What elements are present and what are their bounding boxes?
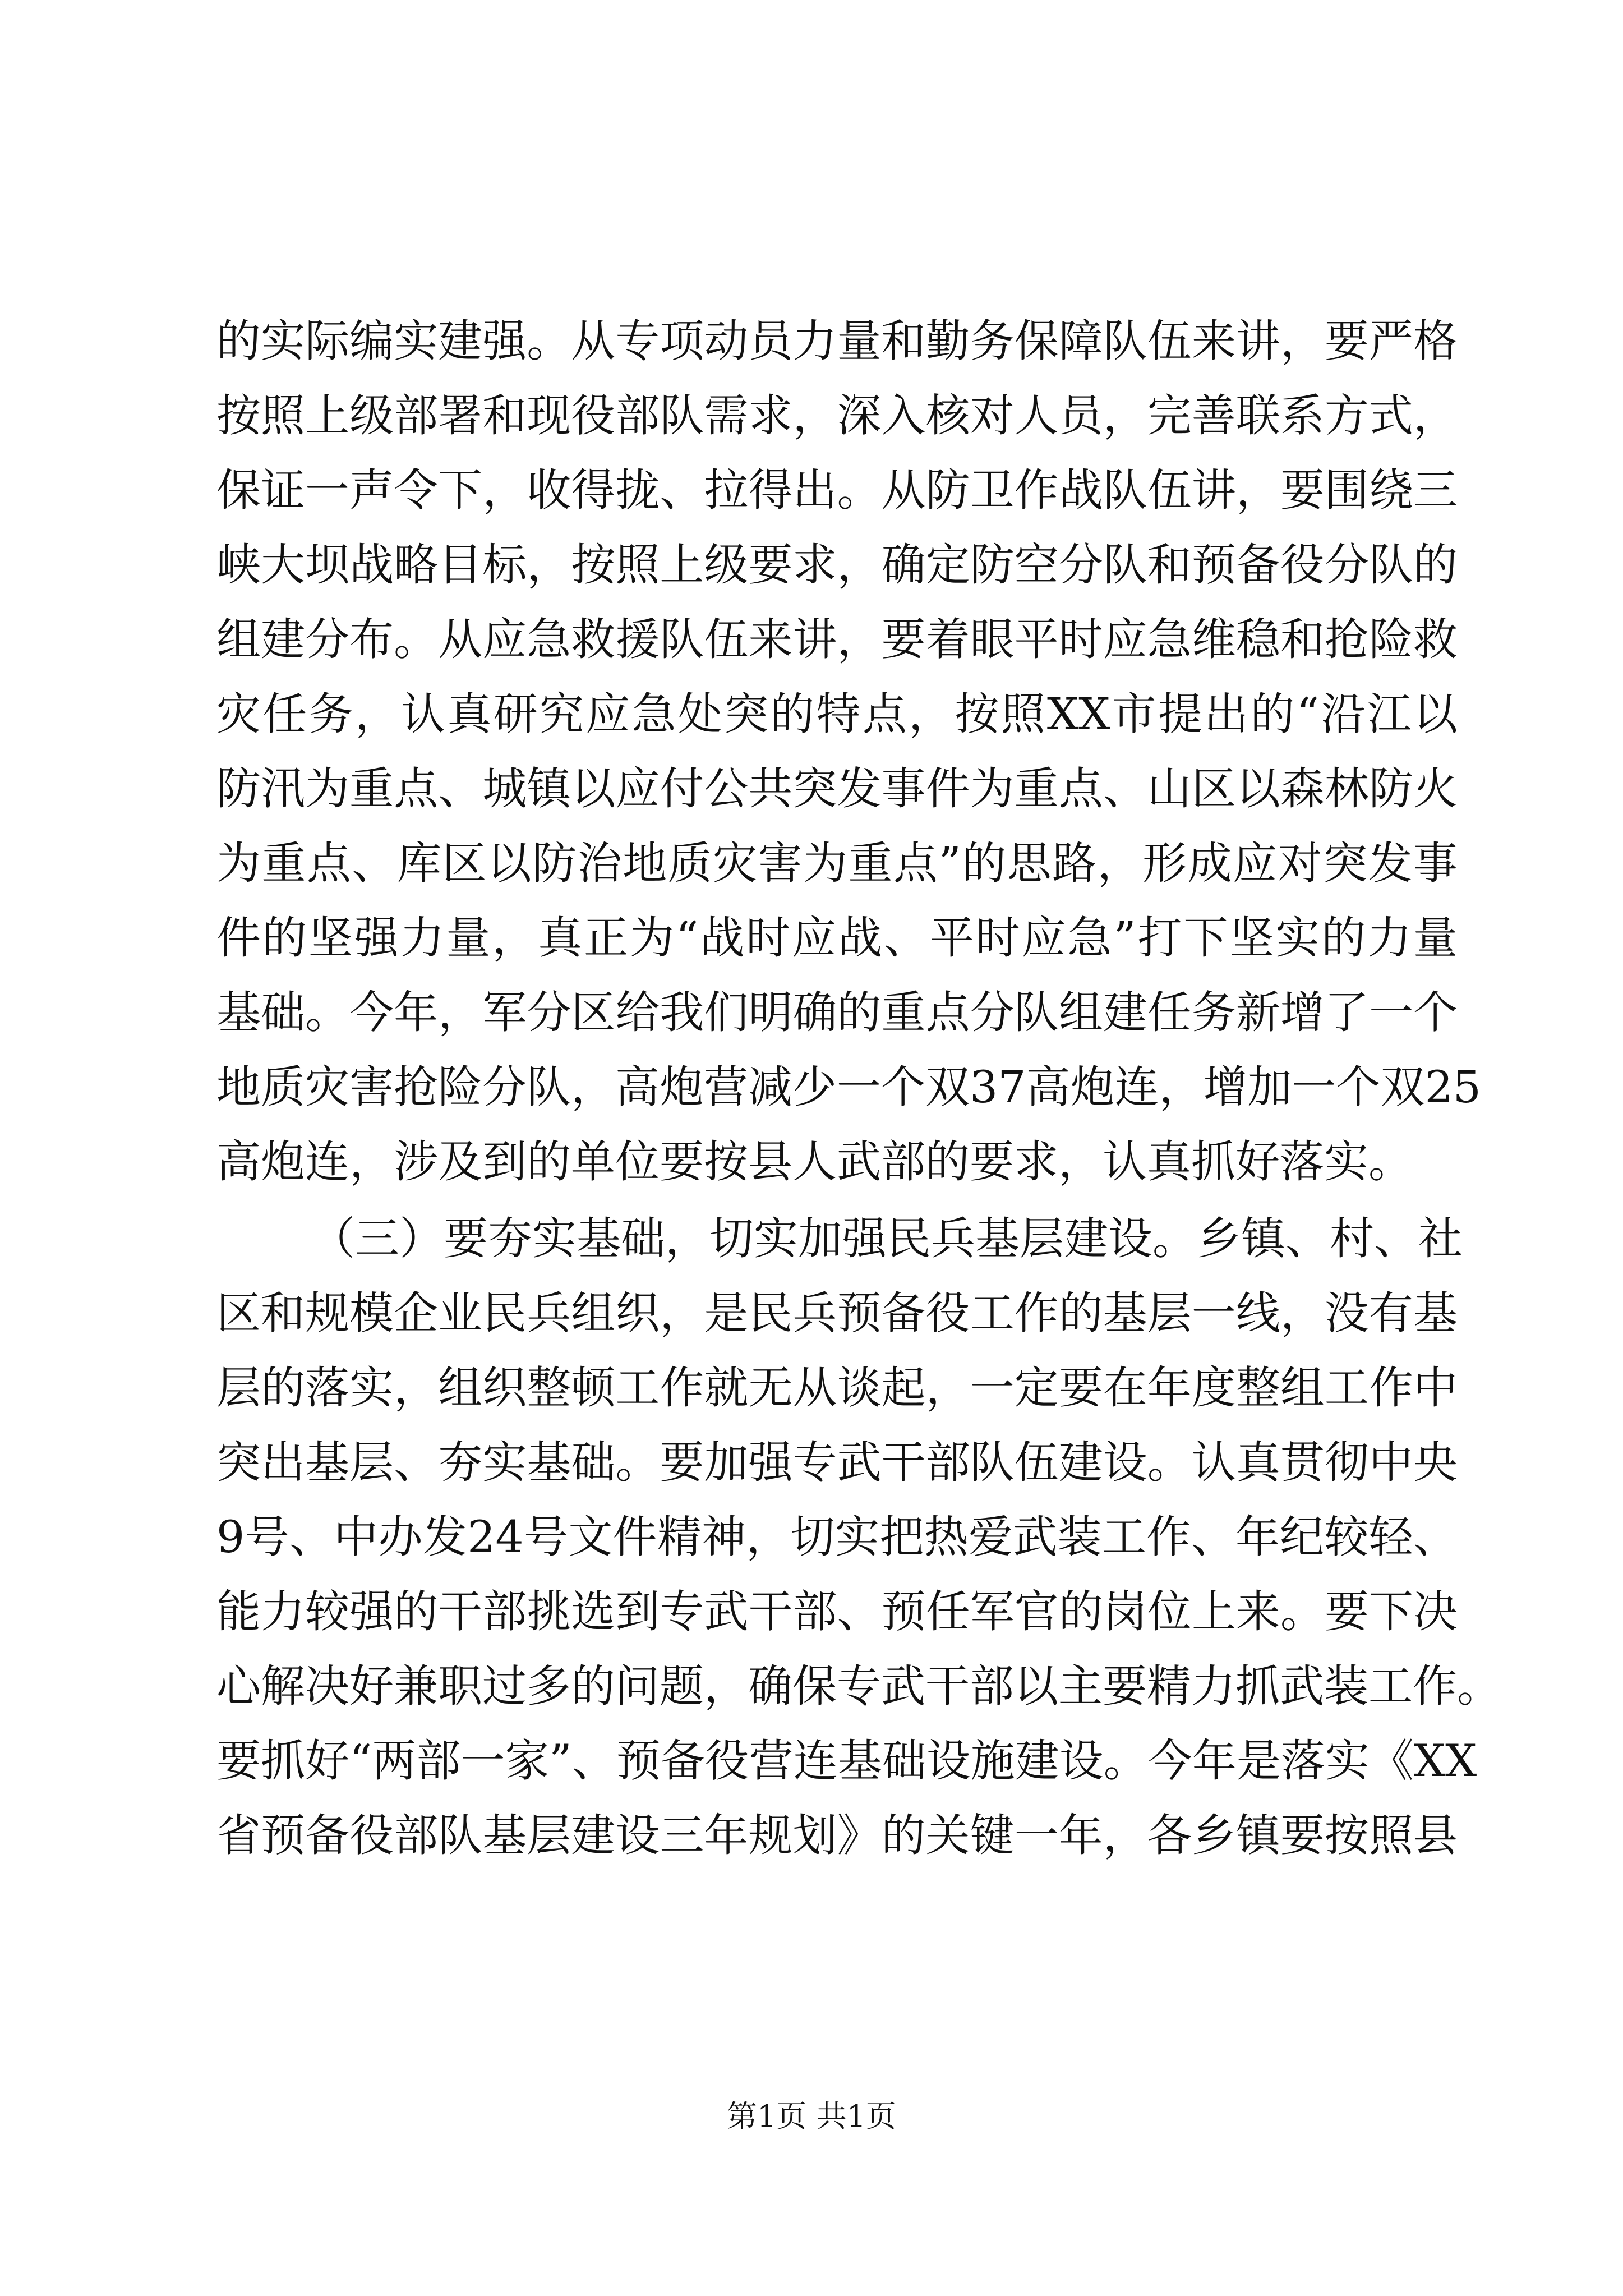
body-line: 突出基层、夯实基础。要加强专武干部队伍建设。认真贯彻中央: [216, 1437, 1458, 1488]
body-line: 峡大坝战略目标，按照上级要求，确定防空分队和预备役分队的: [216, 539, 1458, 591]
body-line: 区和规模企业民兵组织，是民兵预备役工作的基层一线，没有基: [216, 1287, 1458, 1339]
body-line: 省预备役部队基层建设三年规划》的关键一年，各乡镇要按照县: [216, 1810, 1458, 1861]
body-line: 为重点、库区以防治地质灾害为重点”的思路，形成应对突发事: [216, 838, 1458, 889]
body-line: 层的落实，组织整顿工作就无从谈起，一定要在年度整组工作中: [216, 1362, 1458, 1414]
section-heading-line: （三）要夯实基础，切实加强民兵基层建设。乡镇、村、社: [311, 1213, 1463, 1264]
body-line: 防汛为重点、城镇以应付公共突发事件为重点、山区以森林防火: [216, 763, 1458, 815]
body-line: 的实际编实建强。从专项动员力量和勤务保障队伍来讲，要严格: [216, 315, 1458, 367]
body-line: 能力较强的干部挑选到专武干部、预任军官的岗位上来。要下决: [216, 1586, 1458, 1637]
page-number-footer: 第1页 共1页: [727, 2099, 896, 2134]
body-line: 要抓好“两部一家”、预备役营连基础设施建设。今年是落实《XX: [216, 1735, 1477, 1787]
body-line: 保证一声令下，收得拢、拉得出。从防卫作战队伍讲，要围绕三: [216, 464, 1458, 516]
body-line: 件的坚强力量，真正为“战时应战、平时应急”打下坚实的力量: [216, 912, 1458, 964]
body-line: 9号、中办发24号文件精神，切实把热爱武装工作、年纪较轻、: [216, 1511, 1458, 1563]
body-line: 组建分布。从应急救援队伍来讲，要着眼平时应急维稳和抢险救: [216, 614, 1458, 665]
body-line: 灾任务，认真研究应急处突的特点，按照XX市提出的“沿江以: [216, 688, 1458, 740]
body-line: 按照上级部署和现役部队需求，深入核对人员，完善联系方式，: [216, 390, 1458, 441]
body-line: 高炮连，涉及到的单位要按县人武部的要求，认真抓好落实。: [216, 1136, 1413, 1188]
body-line: 地质灾害抢险分队，高炮营减少一个双37高炮连，增加一个双25: [216, 1061, 1482, 1113]
body-line: 基础。今年，军分区给我们明确的重点分队组建任务新增了一个: [216, 987, 1458, 1038]
body-line: 心解决好兼职过多的问题，确保专武干部以主要精力抓武装工作。: [216, 1660, 1501, 1712]
